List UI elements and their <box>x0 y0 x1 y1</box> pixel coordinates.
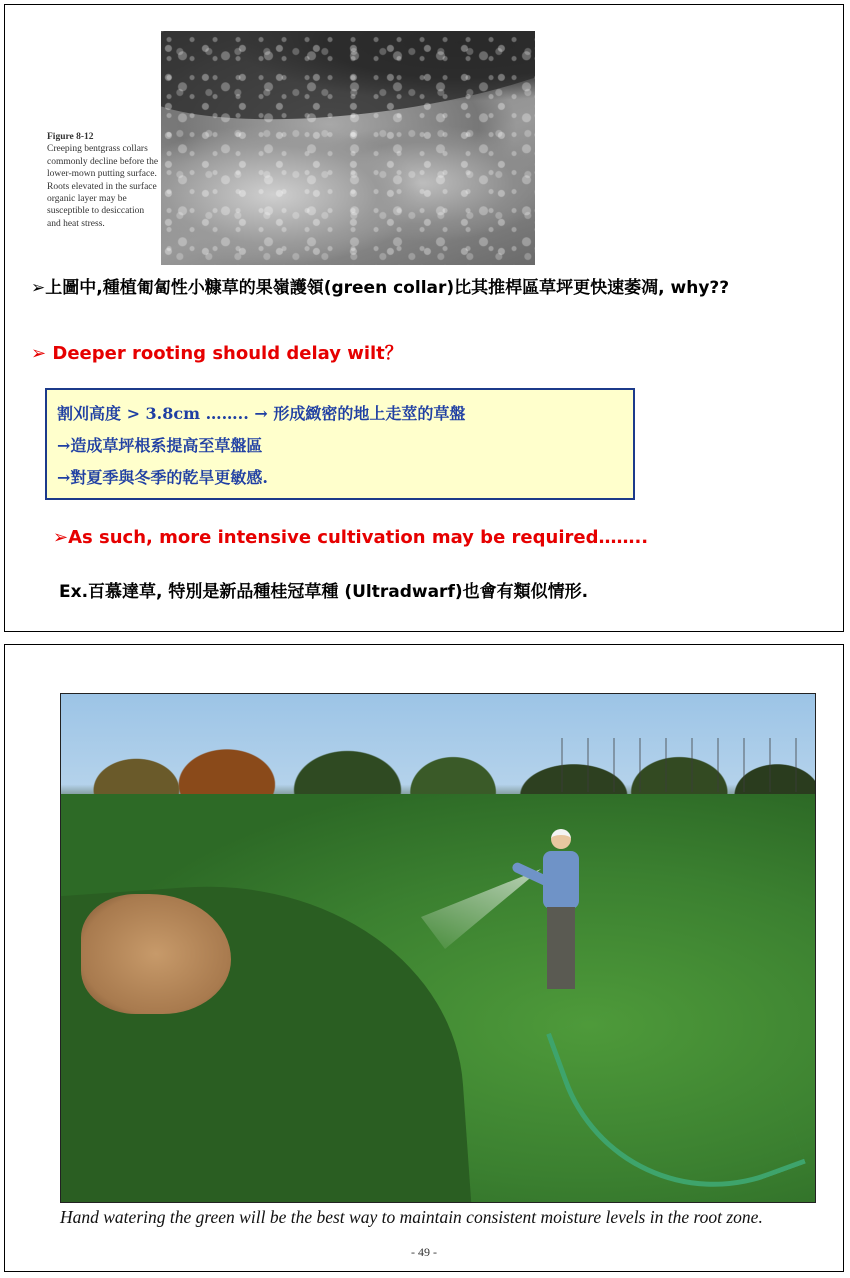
arrow-bullet-icon: ➢ <box>53 527 69 548</box>
example-line: Ex.百慕達草, 特別是新品種桂冠草種 (Ultradwarf)也會有類似情形. <box>59 582 589 602</box>
arrow-bullet-icon: ➢ <box>31 343 47 364</box>
figure-number: Figure 8-12 <box>47 132 94 142</box>
worker-head <box>551 829 571 849</box>
box-line-3: →對夏季與冬季的乾旱更敏感. <box>57 468 268 487</box>
page-number: - 49 - <box>411 1245 437 1259</box>
hand-watering-photo <box>60 693 816 1203</box>
arrow-bullet-icon: ➢ <box>31 278 46 298</box>
photo-texture <box>161 31 535 265</box>
chinese-question <box>31 275 791 301</box>
box-line-1: 割刈高度 > 3.8cm …….. → 形成緻密的地上走莖的草盤 <box>57 404 466 423</box>
box-line-2: →造成草坪根系提高至草盤區 <box>57 436 263 455</box>
mowing-height-box <box>45 388 635 500</box>
figure-caption-text: Creeping bentgrass collars commonly decline before the lower-mown putting surface. Roots elevated in the surface organic layer may be susceptible to desiccation and heat stress. <box>47 144 159 229</box>
deeper-rooting-text: Deeper rooting should delay wilt？ <box>52 343 403 364</box>
cultivation-note-text: As such, more intensive cultivation may be required…….. <box>68 527 649 548</box>
slide-2 <box>4 644 844 1272</box>
slide-1 <box>4 4 844 632</box>
photo-caption: Hand watering the green will be the best way to maintain consistent moisture levels in the root zone. <box>60 1207 763 1227</box>
figure-caption <box>47 131 159 230</box>
photo-fence <box>561 738 811 792</box>
cultivation-note <box>53 527 648 548</box>
worker-legs <box>547 907 575 989</box>
bentgrass-collar-photo <box>161 31 535 265</box>
photo-worker <box>531 829 591 1009</box>
chinese-question-text: 上圖中,種植匍匐性小糠草的果嶺護領(green collar)比其推桿區草坪更快速萎凋, why?? <box>45 278 730 298</box>
deeper-rooting-question <box>31 339 403 365</box>
